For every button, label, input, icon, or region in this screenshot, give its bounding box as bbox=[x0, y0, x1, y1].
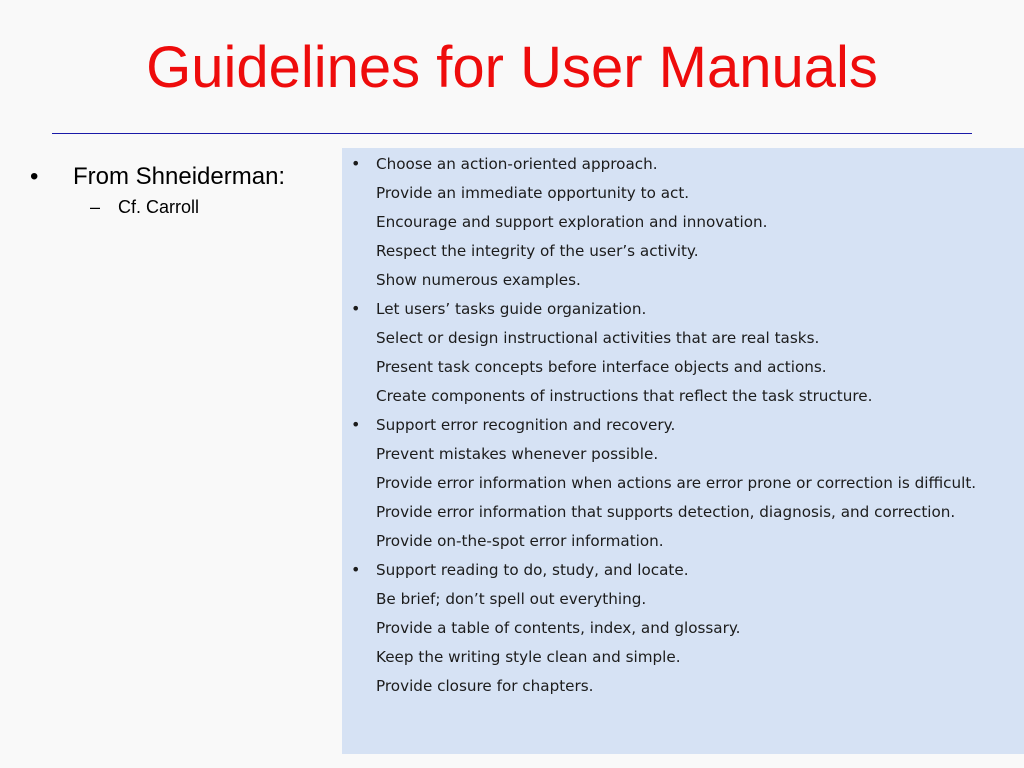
guideline-heading: • Support reading to do, study, and locate. bbox=[342, 559, 1024, 581]
guideline-item: Create components of instructions that reflect the task structure. bbox=[376, 387, 873, 405]
guideline-item: Encourage and support exploration and innovation. bbox=[376, 213, 768, 231]
guideline-item: Provide an immediate opportunity to act. bbox=[376, 184, 690, 202]
guideline-item: Provide a table of contents, index, and glossary. bbox=[376, 619, 741, 637]
guideline-item: Be brief; don’t spell out everything. bbox=[376, 590, 647, 608]
guideline-heading: • Choose an action-oriented approach. bbox=[342, 153, 1024, 175]
guideline-item: Provide error information that supports detection, diagnosis, and correction. bbox=[376, 503, 956, 521]
left-bullet-text: From Shneiderman: bbox=[73, 163, 286, 190]
guideline-item: Provide closure for chapters. bbox=[376, 677, 594, 695]
left-sub-text: Cf. Carroll bbox=[118, 197, 200, 217]
slide-title: Guidelines for User Manuals bbox=[146, 35, 878, 100]
guideline-item: Prevent mistakes whenever possible. bbox=[376, 445, 659, 463]
left-bullet-item bbox=[30, 160, 340, 194]
dash-mark: – bbox=[90, 197, 101, 217]
guideline-item: Select or design instructional activities that are real tasks. bbox=[376, 329, 820, 347]
left-sub-item bbox=[30, 194, 340, 220]
guideline-item: Provide error information when actions are error prone or correction is difficult. bbox=[376, 474, 977, 492]
left-bullet-list bbox=[30, 160, 340, 220]
guideline-item: Show numerous examples. bbox=[376, 271, 581, 289]
guideline-item: Provide on-the-spot error information. bbox=[376, 532, 664, 550]
guideline-item: Respect the integrity of the user’s activity. bbox=[376, 242, 699, 260]
title-divider bbox=[52, 133, 972, 134]
guideline-heading: • Support error recognition and recovery. bbox=[342, 414, 1024, 436]
guideline-item: Present task concepts before interface objects and actions. bbox=[376, 358, 827, 376]
guidelines-excerpt-box bbox=[342, 148, 1024, 754]
guideline-item: Keep the writing style clean and simple. bbox=[376, 648, 681, 666]
bullet-mark: • bbox=[30, 163, 39, 190]
guideline-heading: • Let users’ tasks guide organization. bbox=[342, 298, 1024, 320]
